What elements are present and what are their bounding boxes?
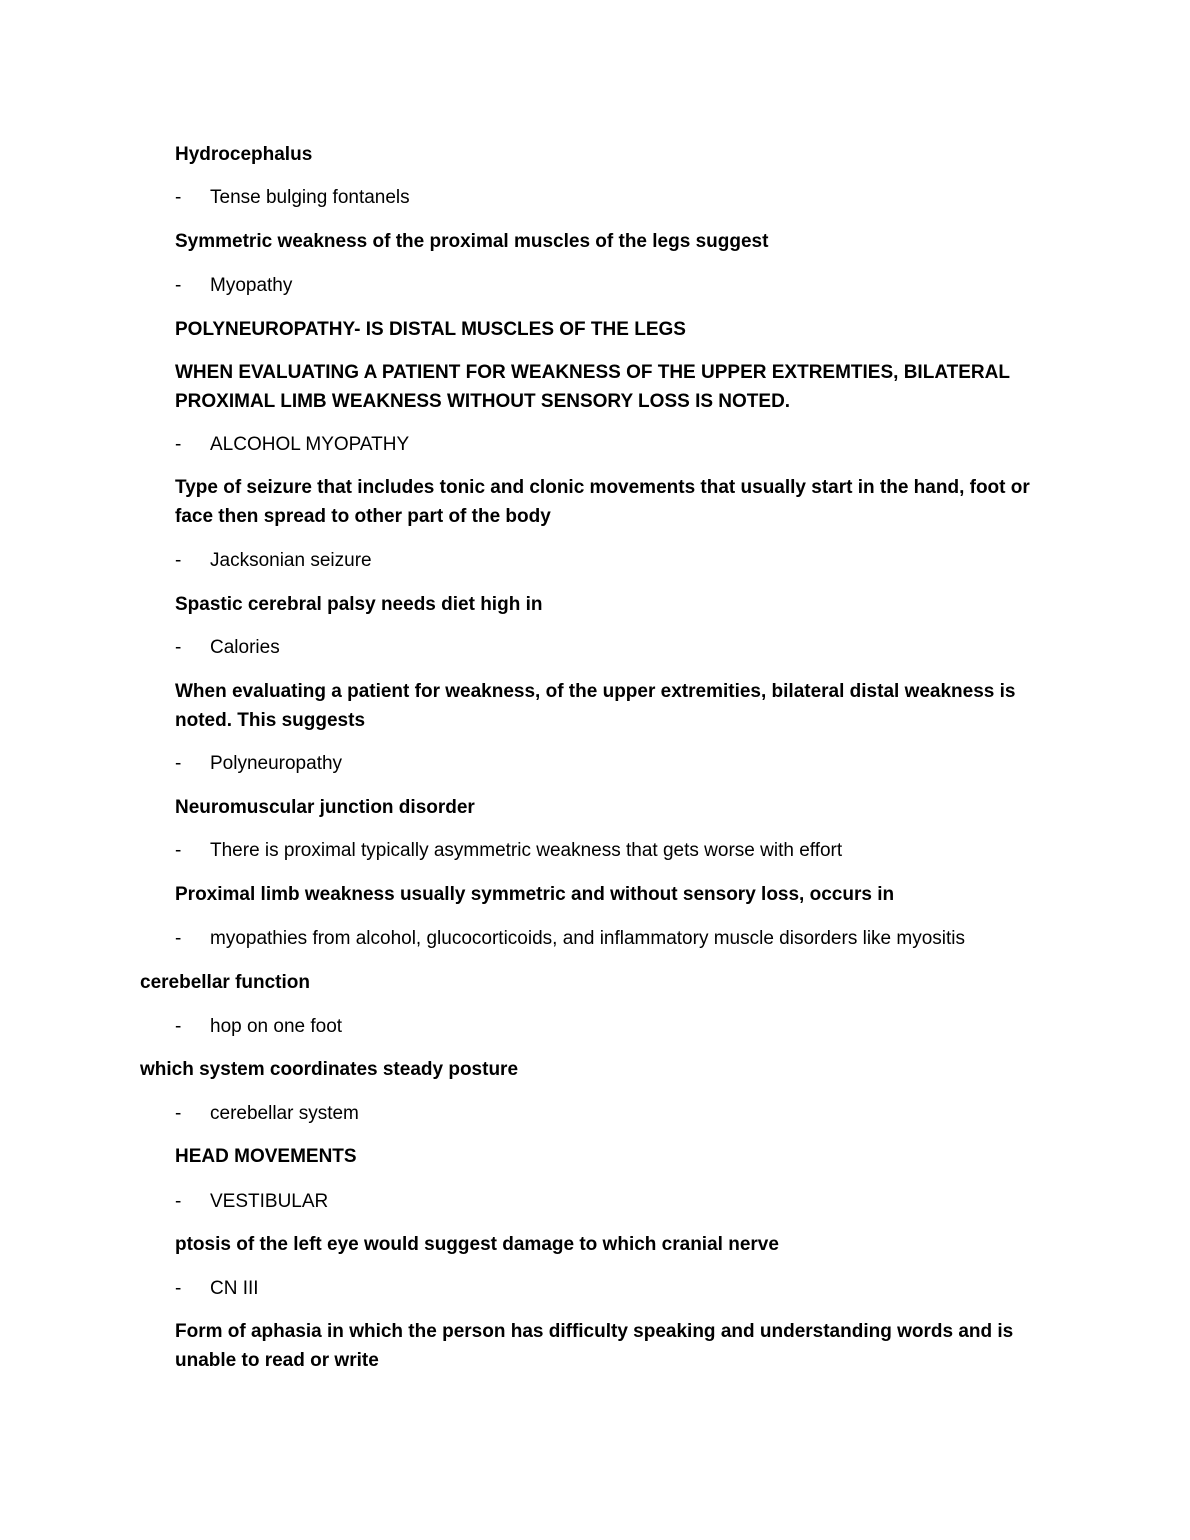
question-heading: ptosis of the left eye would suggest damage to which cranial nerve xyxy=(175,1234,779,1255)
bullet-dash: - xyxy=(175,1278,182,1299)
answer-text: Calories xyxy=(210,637,280,658)
bullet-dash: - xyxy=(175,187,182,208)
bullet-dash: - xyxy=(175,275,182,296)
question-heading: Spastic cerebral palsy needs diet high in xyxy=(175,594,543,615)
question-heading: cerebellar function xyxy=(140,972,310,993)
question-heading: Symmetric weakness of the proximal muscles of the legs suggest xyxy=(175,231,769,252)
question-heading: WHEN EVALUATING A PATIENT FOR WEAKNESS OF THE UPPER EXTREMTIES, BILATERAL PROXIMAL LIMB WEAKNESS WITHOUT SENSORY LOSS IS NOTED. xyxy=(175,362,1010,412)
bullet-dash: - xyxy=(175,840,182,861)
answer-text: myopathies from alcohol, glucocorticoids, and inflammatory muscle disorders like myositis xyxy=(210,928,966,949)
answer-text: Tense bulging fontanels xyxy=(210,187,410,208)
answer-text: ALCOHOL MYOPATHY xyxy=(210,434,410,455)
answer-text: cerebellar system xyxy=(210,1103,359,1124)
question-heading: POLYNEUROPATHY- IS DISTAL MUSCLES OF THE LEGS xyxy=(175,319,686,340)
bullet-dash: - xyxy=(175,1016,182,1037)
question-heading: Hydrocephalus xyxy=(175,144,313,165)
answer-text: CN III xyxy=(210,1278,259,1299)
bullet-dash: - xyxy=(175,434,182,455)
bullet-dash: - xyxy=(175,928,182,949)
question-heading: Proximal limb weakness usually symmetric and without sensory loss, occurs in xyxy=(175,884,895,905)
bullet-dash: - xyxy=(175,637,182,658)
answer-text: There is proximal typically asymmetric weakness that gets worse with effort xyxy=(210,840,843,861)
answer-text: hop on one foot xyxy=(210,1016,343,1037)
question-heading: Neuromuscular junction disorder xyxy=(175,797,475,818)
answer-text: Jacksonian seizure xyxy=(210,550,372,571)
question-heading: Type of seizure that includes tonic and clonic movements that usually start in the hand, foot or face then spread to other part of the body xyxy=(175,477,1030,527)
question-heading: HEAD MOVEMENTS xyxy=(175,1146,357,1167)
answer-text: Polyneuropathy xyxy=(210,753,343,774)
question-heading: Form of aphasia in which the person has difficulty speaking and understanding words and is unable to read or write xyxy=(175,1321,1014,1371)
question-heading: which system coordinates steady posture xyxy=(140,1059,519,1080)
answer-text: Myopathy xyxy=(210,275,293,296)
bullet-dash: - xyxy=(175,550,182,571)
bullet-dash: - xyxy=(175,753,182,774)
bullet-dash: - xyxy=(175,1191,182,1212)
bullet-dash: - xyxy=(175,1103,182,1124)
answer-text: VESTIBULAR xyxy=(210,1191,329,1212)
question-heading: When evaluating a patient for weakness, of the upper extremities, bilateral distal weakness is noted. This suggests xyxy=(175,681,1016,731)
